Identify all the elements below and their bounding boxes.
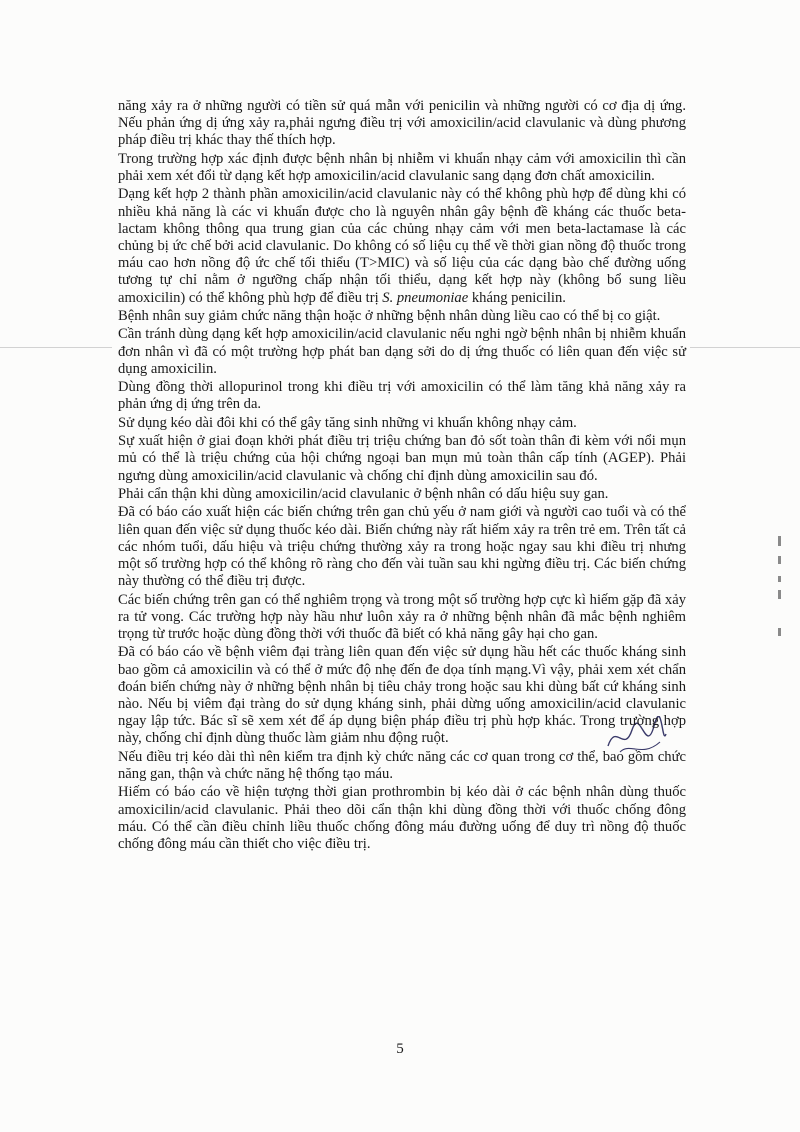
paragraph: Các biến chứng trên gan có thể nghiêm trọng và trong một số trường hợp cực kì hiếm gặp đã xảy ra tử vong. Các trường hợp này hầu như luôn xảy ra ở những bệnh nhân đã mắc bệnh nghiêm trọng từ trước hoặc dùng đồng thời với thuốc đã biết có khả năng gây hại cho gan. <box>118 591 686 642</box>
paragraph: Đã có báo cáo xuất hiện các biến chứng trên gan chủ yếu ở nam giới và người cao tuổi và có thể liên quan đến việc sử dụng thuốc kéo dài. Biến chứng này rất hiếm xảy ra trên trẻ em. Trên tất cả các nhóm tuổi, dấu hiệu và triệu chứng thường xảy ra trong hoặc ngay sau khi điều trị nhưng một số trường hợp có thể không rõ ràng cho đến vài tuần sau khi ngừng điều trị. Các biến chứng này thường có thể điều trị được. <box>118 504 686 590</box>
paragraph-text: Dạng kết hợp 2 thành phần amoxicilin/acid clavulanic này có thể không phù hợp để dùng khi có nhiều khả năng là các vi khuẩn được cho là nguyên nhân gây bệnh đề kháng các thuốc beta-lactam không thông qua trung gian của các chủng nhạy cảm với men beta-lactamase là các chủng bị ức chế bởi acid clavulanic. Do không có số liệu cụ thể về thời gian nồng độ thuốc trong máu cao hơn nồng độ ức chế tối thiểu (T>MIC) và số liệu của các dạng bào chế đường uống tương tự chỉ nằm ở ngưỡng chấp nhận tối thiểu, dạng kết hợp này (không bổ sung liều amoxicilin) có thể không phù hợp để điều trị <box>118 186 686 306</box>
paragraph: Trong trường hợp xác định được bệnh nhân bị nhiễm vi khuẩn nhạy cảm với amoxicilin thì cần phải xem xét đổi từ dạng kết hợp amoxicilin/acid clavulanic sang dạng đơn chất amoxicilin. <box>118 150 686 184</box>
paragraph <box>118 186 686 306</box>
paragraph: Phải cẩn thận khi dùng amoxicilin/acid clavulanic ở bệnh nhân có dấu hiệu suy gan. <box>118 485 609 502</box>
page-number: 5 <box>396 1041 404 1057</box>
margin-mark <box>778 536 781 546</box>
scan-line-right <box>690 347 800 348</box>
paragraph: Đã có báo cáo về bệnh viêm đại tràng liên quan đến việc sử dụng hầu hết các thuốc kháng sinh bao gồm cả amoxicilin và có thể ở mức độ nhẹ đến đe dọa tính mạng.Vì vậy, phải xem xét chẩn đoán biến chứng này ở những bệnh nhân bị tiêu chảy trong hoặc sau khi dùng bất cứ kháng sinh nào. Nếu bị viêm đại tràng do sử dụng kháng sinh, phải dừng uống amoxicilin/acid clavulanic ngay lập tức. Bác sĩ sẽ xem xét để áp dụng biện pháp điều trị phù hợp khác. Trong trường hợp này, chống chỉ định dùng thuốc làm giảm nhu động ruột. <box>118 644 686 747</box>
margin-mark <box>778 590 781 599</box>
paragraph: Bệnh nhân suy giảm chức năng thận hoặc ở những bệnh nhân dùng liều cao có thể bị co giật. <box>118 308 661 324</box>
margin-mark <box>778 576 781 582</box>
margin-mark <box>778 556 781 564</box>
paragraph: Nếu điều trị kéo dài thì nên kiểm tra định kỳ chức năng các cơ quan trong cơ thể, bao gồm chức năng gan, thận và chức năng hệ thống tạo máu. <box>118 748 686 782</box>
organism-name: S. pneumoniae <box>382 289 469 306</box>
paragraph: Sử dụng kéo dài đôi khi có thể gây tăng sinh những vi khuẩn không nhạy cảm. <box>118 414 577 431</box>
paragraph-text: kháng penicilin. <box>468 289 566 306</box>
scan-line-left <box>0 347 112 348</box>
paragraph: năng xảy ra ở những người có tiền sử quá mẫn với penicilin và những người có cơ địa dị ứng. Nếu phản ứng dị ứng xảy ra,phải ngưng điều trị với amoxicilin/acid clavulanic và dùng phương pháp điều trị khác thay thế thích hợp. <box>118 98 686 149</box>
margin-mark <box>778 628 781 636</box>
paragraph: Sự xuất hiện ở giai đoạn khởi phát điều trị triệu chứng ban đỏ sốt toàn thân đi kèm với nổi mụn mủ có thể là triệu chứng của hội chứng ngoại ban mụn mủ toàn thân cấp tính (AGEP). Phải ngưng dùng amoxicilin/acid clavulanic và chống chỉ định dùng amoxicilin sau đó. <box>118 433 686 484</box>
paragraph: Dùng đồng thời allopurinol trong khi điều trị với amoxicilin có thể làm tăng khả năng xảy ra phản ứng dị ứng trên da. <box>118 379 686 413</box>
paragraph: Hiếm có báo cáo về hiện tượng thời gian prothrombin bị kéo dài ở các bệnh nhân dùng thuốc amoxicilin/acid clavulanic. Phải theo dõi cẩn thận khi dùng đồng thời với thuốc chống đông máu. Có thể cần điều chỉnh liều thuốc chống đông máu đường uống để duy trì nồng độ thuốc chống đông máu cần thiết cho việc điều trị. <box>118 784 686 852</box>
body-text <box>118 98 686 854</box>
paragraph: Cần tránh dùng dạng kết hợp amoxicilin/acid clavulanic nếu nghi ngờ bệnh nhân bị nhiễm khuẩn đơn nhân vì đã có một trường hợp phát ban dạng sởi do dị ứng thuốc có liên quan đến việc sử dụng amoxicilin. <box>118 326 686 377</box>
